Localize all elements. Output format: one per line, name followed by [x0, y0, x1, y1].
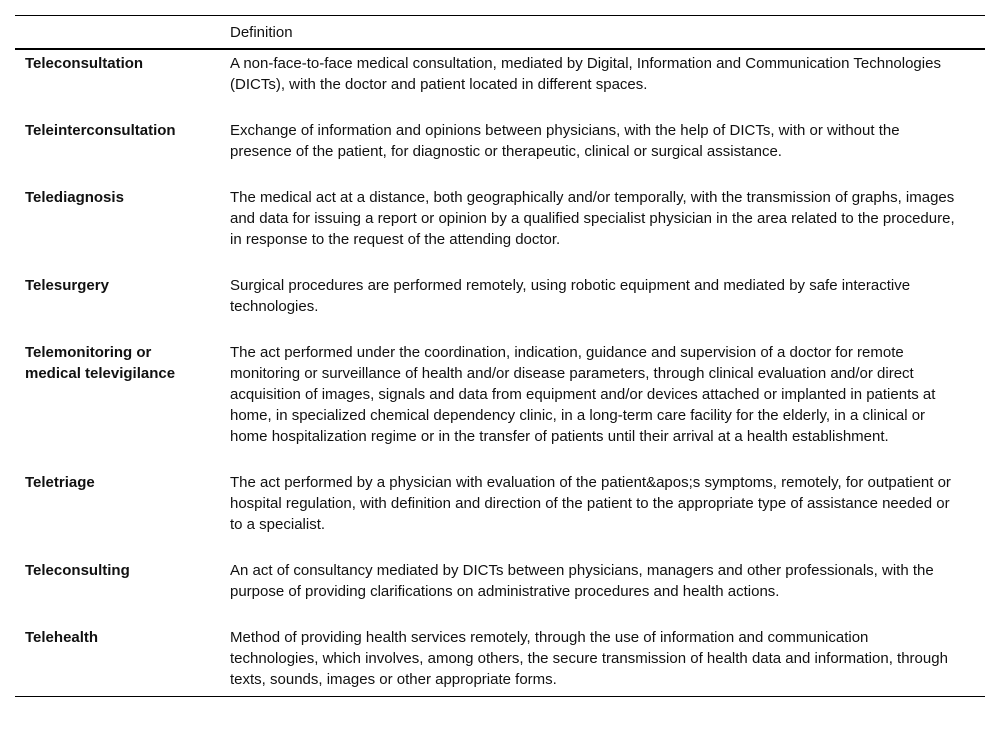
table-row: [15, 272, 985, 339]
table-row: [15, 49, 985, 117]
table-row: [15, 624, 985, 697]
definitions-table: [15, 15, 985, 697]
term-cell: Telesurgery: [25, 277, 109, 294]
table-row: [15, 557, 985, 624]
term-cell: Teleconsultation: [25, 55, 144, 72]
term-cell: Teleconsulting: [25, 562, 130, 579]
term-cell: Telediagnosis: [25, 189, 124, 206]
term-cell: Teletriage: [25, 474, 95, 491]
definition-cell: Exchange of information and opinions between physicians, with the help of DICTs, with or without the presence of the patient, for diagnostic or therapeutic, clinical or surgical assistance.: [230, 122, 900, 160]
definition-cell: Surgical procedures are performed remotely, using robotic equipment and mediated by safe interactive technologies.: [230, 277, 911, 315]
term-cell: Telehealth: [15, 624, 220, 697]
header-definition: Definition: [220, 16, 985, 50]
definition-cell: An act of consultancy mediated by DICTs between physicians, managers and other professionals, with the purpose of providing clarifications on administrative procedures and health actions.: [230, 562, 934, 600]
definition-cell: The act performed under the coordination, indication, guidance and supervision of a doctor for remote monitoring or surveillance of health and/or disease parameters, through clinical evaluation and/or direct acquisition of images, signals and data from equipment and/or devices attached or implanted in patients at home, in specialized chemical dependency clinic, in a long-term care facility for the elderly, in a clinical or home hospitalization regime or in the transfer of patients until their arrival at a health establishment.: [230, 344, 936, 445]
table-row: [15, 184, 985, 272]
table-row: [15, 469, 985, 557]
table-row: [15, 339, 985, 469]
header-term: [15, 16, 220, 50]
table-body: [15, 49, 985, 697]
definition-cell: The act performed by a physician with evaluation of the patient&apos;s symptoms, remotely, for outpatient or hospital regulation, with definition and direction of the patient to the appropriate type of assistance needed or to a specialist.: [230, 474, 951, 533]
definition-cell: A non-face-to-face medical consultation, mediated by Digital, Information and Communication Technologies (DICTs), with the doctor and patient located in different spaces.: [230, 55, 941, 93]
term-cell: Teleinterconsultation: [25, 122, 176, 139]
definition-cell: The medical act at a distance, both geographically and/or temporally, with the transmission of graphs, images and data for issuing a report or opinion by a qualified specialist physician in the area related to the procedure, in response to the request of the attending doctor.: [230, 189, 955, 248]
definitions-table-container: [15, 15, 985, 697]
table-header: [15, 16, 985, 50]
table-row: [15, 117, 985, 184]
term-cell: Telemonitoring or medical televigilance: [25, 344, 176, 382]
header-row: [15, 16, 985, 50]
definition-cell: Method of providing health services remotely, through the use of information and communication technologies, which involves, among others, the secure transmission of health data and information, through texts, sounds, images or other appropriate forms.: [220, 624, 985, 697]
